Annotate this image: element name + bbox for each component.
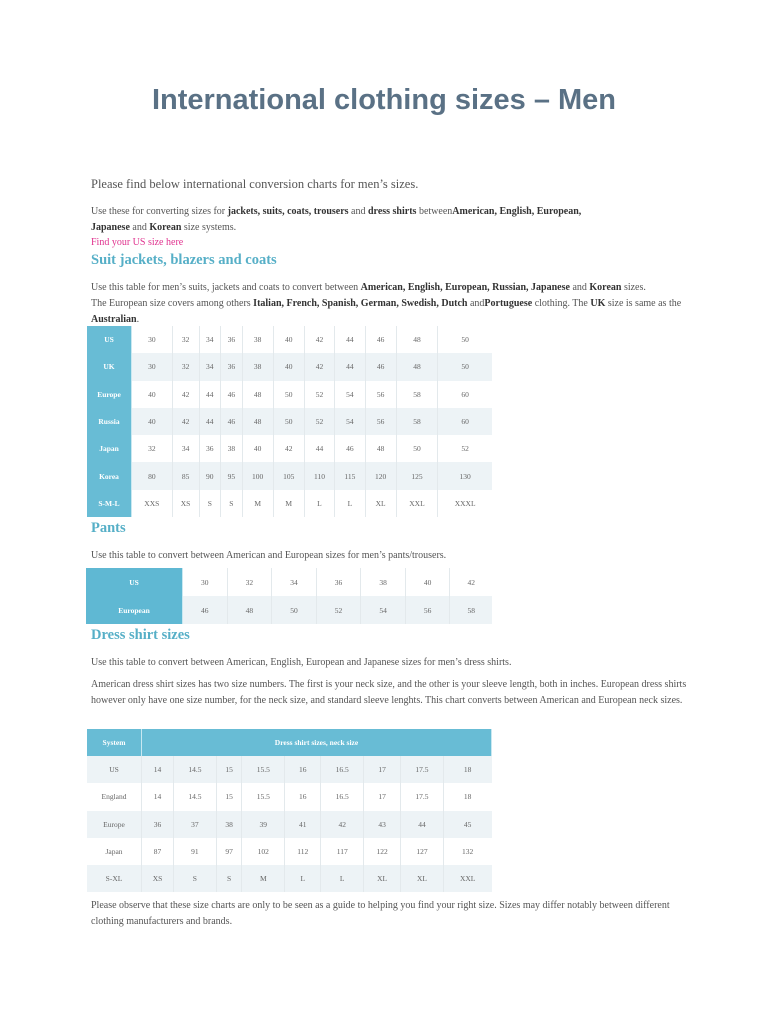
table-cell: XS xyxy=(142,865,174,892)
table-cell: 50 xyxy=(273,381,304,408)
row-label: Russia xyxy=(87,408,132,435)
table-row xyxy=(87,326,492,353)
table-cell: L xyxy=(304,490,334,517)
table-cell: XXL xyxy=(396,490,438,517)
bold-fragment: dress shirts xyxy=(368,206,417,217)
table-cell: 38 xyxy=(221,435,243,462)
table-row xyxy=(87,756,492,783)
table-row xyxy=(86,568,492,596)
table-cell: 40 xyxy=(405,568,450,596)
table-cell: M xyxy=(242,490,273,517)
table-cell: 52 xyxy=(304,408,334,435)
table-cell: 14 xyxy=(142,783,174,810)
text-fragment: Use this table for men’s suits, jackets and coats to convert between xyxy=(91,282,361,293)
text-fragment: and xyxy=(129,222,150,233)
table-cell: 58 xyxy=(396,381,438,408)
pants-size-table xyxy=(86,568,492,624)
table-cell: 50 xyxy=(272,596,317,624)
table-cell: XL xyxy=(364,865,401,892)
table-cell: 42 xyxy=(172,381,199,408)
table-cell: 115 xyxy=(335,462,365,489)
table-cell: 40 xyxy=(132,381,173,408)
table-cell: 48 xyxy=(396,326,438,353)
table-cell: 120 xyxy=(365,462,396,489)
row-label: Europe xyxy=(87,381,132,408)
table-cell: 14.5 xyxy=(174,783,217,810)
suit-heading: Suit jackets, blazers and coats xyxy=(91,252,277,268)
table-cell: 58 xyxy=(450,596,492,624)
text-fragment: and xyxy=(467,298,485,309)
table-cell: 18 xyxy=(443,783,491,810)
pants-paragraph: Use this table to convert between American and European sizes for men’s pants/trousers. xyxy=(91,550,447,561)
table-cell: 38 xyxy=(242,326,273,353)
table-cell: 16.5 xyxy=(321,783,364,810)
table-cell: 40 xyxy=(273,326,304,353)
table-cell: 45 xyxy=(443,811,491,838)
table-cell: 52 xyxy=(316,596,361,624)
table-cell: 34 xyxy=(199,326,221,353)
row-label: US xyxy=(87,756,142,783)
table-cell: 44 xyxy=(335,326,365,353)
table-cell: 30 xyxy=(183,568,228,596)
table-row xyxy=(87,462,492,489)
table-cell: S xyxy=(174,865,217,892)
row-label: Korea xyxy=(87,462,132,489)
table-cell: 15.5 xyxy=(242,756,285,783)
table-cell: XXXL xyxy=(454,498,476,508)
table-cell: 58 xyxy=(396,408,438,435)
system-header: System xyxy=(87,729,142,756)
table-cell: 36 xyxy=(316,568,361,596)
intro-text: Please find below international conversion charts for men’s sizes. xyxy=(91,177,419,191)
row-label: UK xyxy=(87,353,132,380)
table-cell: 30 xyxy=(132,353,173,380)
row-label: Japan xyxy=(87,435,132,462)
table-cell: 132 xyxy=(443,838,491,865)
table-cell: 44 xyxy=(199,381,221,408)
use-paragraph xyxy=(91,204,691,236)
table-cell: 48 xyxy=(365,435,396,462)
table-cell: 54 xyxy=(335,408,365,435)
text-fragment: and xyxy=(569,282,590,293)
table-cell: 14 xyxy=(142,756,174,783)
table-cell: 15 xyxy=(216,783,242,810)
table-row xyxy=(87,408,492,435)
table-cell: 17.5 xyxy=(401,756,444,783)
table-cell: XXS xyxy=(132,490,173,517)
table-cell: S xyxy=(221,490,243,517)
table-cell: 127 xyxy=(401,838,444,865)
row-label: S-XL xyxy=(87,865,142,892)
pants-heading: Pants xyxy=(91,520,126,536)
table-cell: 34 xyxy=(272,568,317,596)
table-cell: 44 xyxy=(199,408,221,435)
table-cell: 42 xyxy=(321,811,364,838)
text-fragment: sizes. xyxy=(621,282,646,293)
table-cell: 60 xyxy=(461,389,469,399)
table-cell: 15 xyxy=(216,756,242,783)
suit-size-table xyxy=(87,326,492,517)
table-cell: 42 xyxy=(467,577,475,587)
table-row xyxy=(87,381,492,408)
table-cell: 122 xyxy=(364,838,401,865)
table-cell: 38 xyxy=(361,568,406,596)
text-fragment: and xyxy=(348,206,368,217)
table-cell: 36 xyxy=(221,353,243,380)
table-cell: L xyxy=(335,490,365,517)
table-cell: 16 xyxy=(285,756,321,783)
table-cell: 50 xyxy=(396,435,438,462)
table-cell: 44 xyxy=(335,353,365,380)
table-cell: 80 xyxy=(132,462,173,489)
text-fragment: clothing. The xyxy=(532,298,591,309)
table-cell: 34 xyxy=(172,435,199,462)
table-cell: S xyxy=(199,490,221,517)
table-cell: 44 xyxy=(401,811,444,838)
footer-note: Please observe that these size charts are only to be seen as a guide to helping you find your right size. Sizes may differ notably between different clothing manufacturers and brands. xyxy=(91,900,670,927)
table-cell: 17.5 xyxy=(401,783,444,810)
row-label: England xyxy=(87,783,142,810)
table-cell: 43 xyxy=(364,811,401,838)
bold-fragment: Japanese xyxy=(91,222,130,233)
table-cell: XL xyxy=(365,490,396,517)
table-cell: 52 xyxy=(461,444,469,454)
table-cell: 48 xyxy=(227,596,272,624)
row-label: European xyxy=(86,596,183,624)
table-cell: 42 xyxy=(304,353,334,380)
table-cell: 46 xyxy=(335,435,365,462)
table-cell: 38 xyxy=(216,811,242,838)
table-cell: 54 xyxy=(335,381,365,408)
table-cell: 46 xyxy=(365,353,396,380)
find-us-size-link[interactable]: Find your US size here xyxy=(91,237,184,248)
table-cell: 36 xyxy=(199,435,221,462)
table-row xyxy=(87,353,492,380)
table-cell: XXL xyxy=(443,865,491,892)
table-cell: 95 xyxy=(221,462,243,489)
table-cell: 15.5 xyxy=(242,783,285,810)
table-row xyxy=(87,435,492,462)
page-title: International clothing sizes – Men xyxy=(151,84,617,116)
table-cell: 36 xyxy=(221,326,243,353)
table-cell: 50 xyxy=(438,353,492,380)
bold-fragment: UK xyxy=(590,298,606,309)
table-cell: 56 xyxy=(405,596,450,624)
table-cell: 37 xyxy=(174,811,217,838)
table-cell: 50 xyxy=(461,335,469,345)
table-cell: 17 xyxy=(364,783,401,810)
table-cell: 48 xyxy=(242,408,273,435)
bold-fragment: American, English, European, Russian, Japanese xyxy=(360,282,570,293)
table-cell: 91 xyxy=(174,838,217,865)
table-cell: 16 xyxy=(285,783,321,810)
table-cell: M xyxy=(242,865,285,892)
table-cell: 97 xyxy=(216,838,242,865)
text-fragment: between xyxy=(416,206,453,217)
table-cell: 48 xyxy=(396,353,438,380)
bold-fragment: Korean xyxy=(149,222,182,233)
table-cell: 40 xyxy=(132,408,173,435)
table-cell: XS xyxy=(172,490,199,517)
table-cell: 41 xyxy=(285,811,321,838)
table-cell: 30 xyxy=(132,326,173,353)
table-cell: XL xyxy=(401,865,444,892)
table-cell: 34 xyxy=(199,353,221,380)
table-cell: 48 xyxy=(242,381,273,408)
bold-fragment: Portuguese xyxy=(484,298,533,309)
neck-size-header: Dress shirt sizes, neck size xyxy=(142,729,492,756)
text-fragment: size is same as the xyxy=(605,298,682,309)
table-cell: 117 xyxy=(321,838,364,865)
table-cell: 32 xyxy=(172,326,199,353)
table-cell: 46 xyxy=(221,408,243,435)
table-cell: 46 xyxy=(365,326,396,353)
table-cell: L xyxy=(285,865,321,892)
suit-paragraph xyxy=(91,280,691,328)
table-cell: L xyxy=(321,865,364,892)
bold-fragment: Italian, French, Spanish, German, Swedish, Dutch xyxy=(253,298,468,309)
table-cell: 32 xyxy=(132,435,173,462)
table-cell: 105 xyxy=(273,462,304,489)
table-row xyxy=(87,865,492,892)
bold-fragment: Australian xyxy=(91,314,137,325)
text-fragment: . xyxy=(136,314,140,325)
table-cell: 14.5 xyxy=(174,756,217,783)
table-cell: 54 xyxy=(361,596,406,624)
table-header-row xyxy=(87,729,492,756)
table-cell: 40 xyxy=(273,353,304,380)
table-cell: 32 xyxy=(172,353,199,380)
bold-fragment: jackets, suits, coats, trousers xyxy=(227,206,349,217)
table-cell: 50 xyxy=(273,408,304,435)
table-cell: 44 xyxy=(304,435,334,462)
shirt-size-table xyxy=(87,729,492,892)
table-cell: 46 xyxy=(183,596,228,624)
table-cell: 100 xyxy=(242,462,273,489)
table-cell: 32 xyxy=(227,568,272,596)
table-cell: 110 xyxy=(304,462,334,489)
table-row xyxy=(87,811,492,838)
table-row xyxy=(86,596,492,624)
table-cell: 42 xyxy=(304,326,334,353)
row-label: US xyxy=(87,326,132,353)
table-cell: 130 xyxy=(438,462,492,489)
table-cell: 85 xyxy=(172,462,199,489)
bold-fragment: Korean xyxy=(589,282,622,293)
table-cell: 46 xyxy=(221,381,243,408)
table-cell: 42 xyxy=(273,435,304,462)
table-cell: 17 xyxy=(364,756,401,783)
table-cell: 56 xyxy=(365,408,396,435)
table-cell: 36 xyxy=(142,811,174,838)
table-cell: 112 xyxy=(285,838,321,865)
table-cell: 16.5 xyxy=(321,756,364,783)
text-fragment: Use these for converting sizes for xyxy=(91,206,228,217)
table-cell: 40 xyxy=(242,435,273,462)
text-fragment: size systems. xyxy=(181,222,237,233)
table-cell: 102 xyxy=(242,838,285,865)
table-row xyxy=(87,490,492,517)
text-fragment: The European size covers among others xyxy=(91,298,254,309)
table-cell: 52 xyxy=(304,381,334,408)
table-cell: 56 xyxy=(365,381,396,408)
table-cell: 90 xyxy=(199,462,221,489)
table-cell: 125 xyxy=(396,462,438,489)
row-label: Europe xyxy=(87,811,142,838)
table-cell: 60 xyxy=(438,408,492,435)
table-row xyxy=(87,783,492,810)
row-label: S-M-L xyxy=(87,490,132,517)
table-cell: 39 xyxy=(242,811,285,838)
bold-fragment: American, English, European, xyxy=(452,206,582,217)
table-cell: 18 xyxy=(443,756,491,783)
table-cell: 42 xyxy=(172,408,199,435)
shirt-paragraph-1: Use this table to convert between American, English, European and Japanese sizes for men’s dress shirts. xyxy=(91,657,512,668)
table-cell: M xyxy=(273,490,304,517)
table-cell: 38 xyxy=(242,353,273,380)
table-cell: S xyxy=(216,865,242,892)
row-label: Japan xyxy=(87,838,142,865)
shirt-paragraph-2: American dress shirt sizes has two size numbers. The first is your neck size, and the other is your sleeve length, both in inches. European dress shirts however only have one size number, for the neck size, and standard sleeve lenghts. This chart converts between American and European neck sizes. xyxy=(91,679,687,706)
row-label: US xyxy=(86,568,183,596)
table-row xyxy=(87,838,492,865)
table-cell: 87 xyxy=(142,838,174,865)
shirt-heading: Dress shirt sizes xyxy=(91,627,190,643)
